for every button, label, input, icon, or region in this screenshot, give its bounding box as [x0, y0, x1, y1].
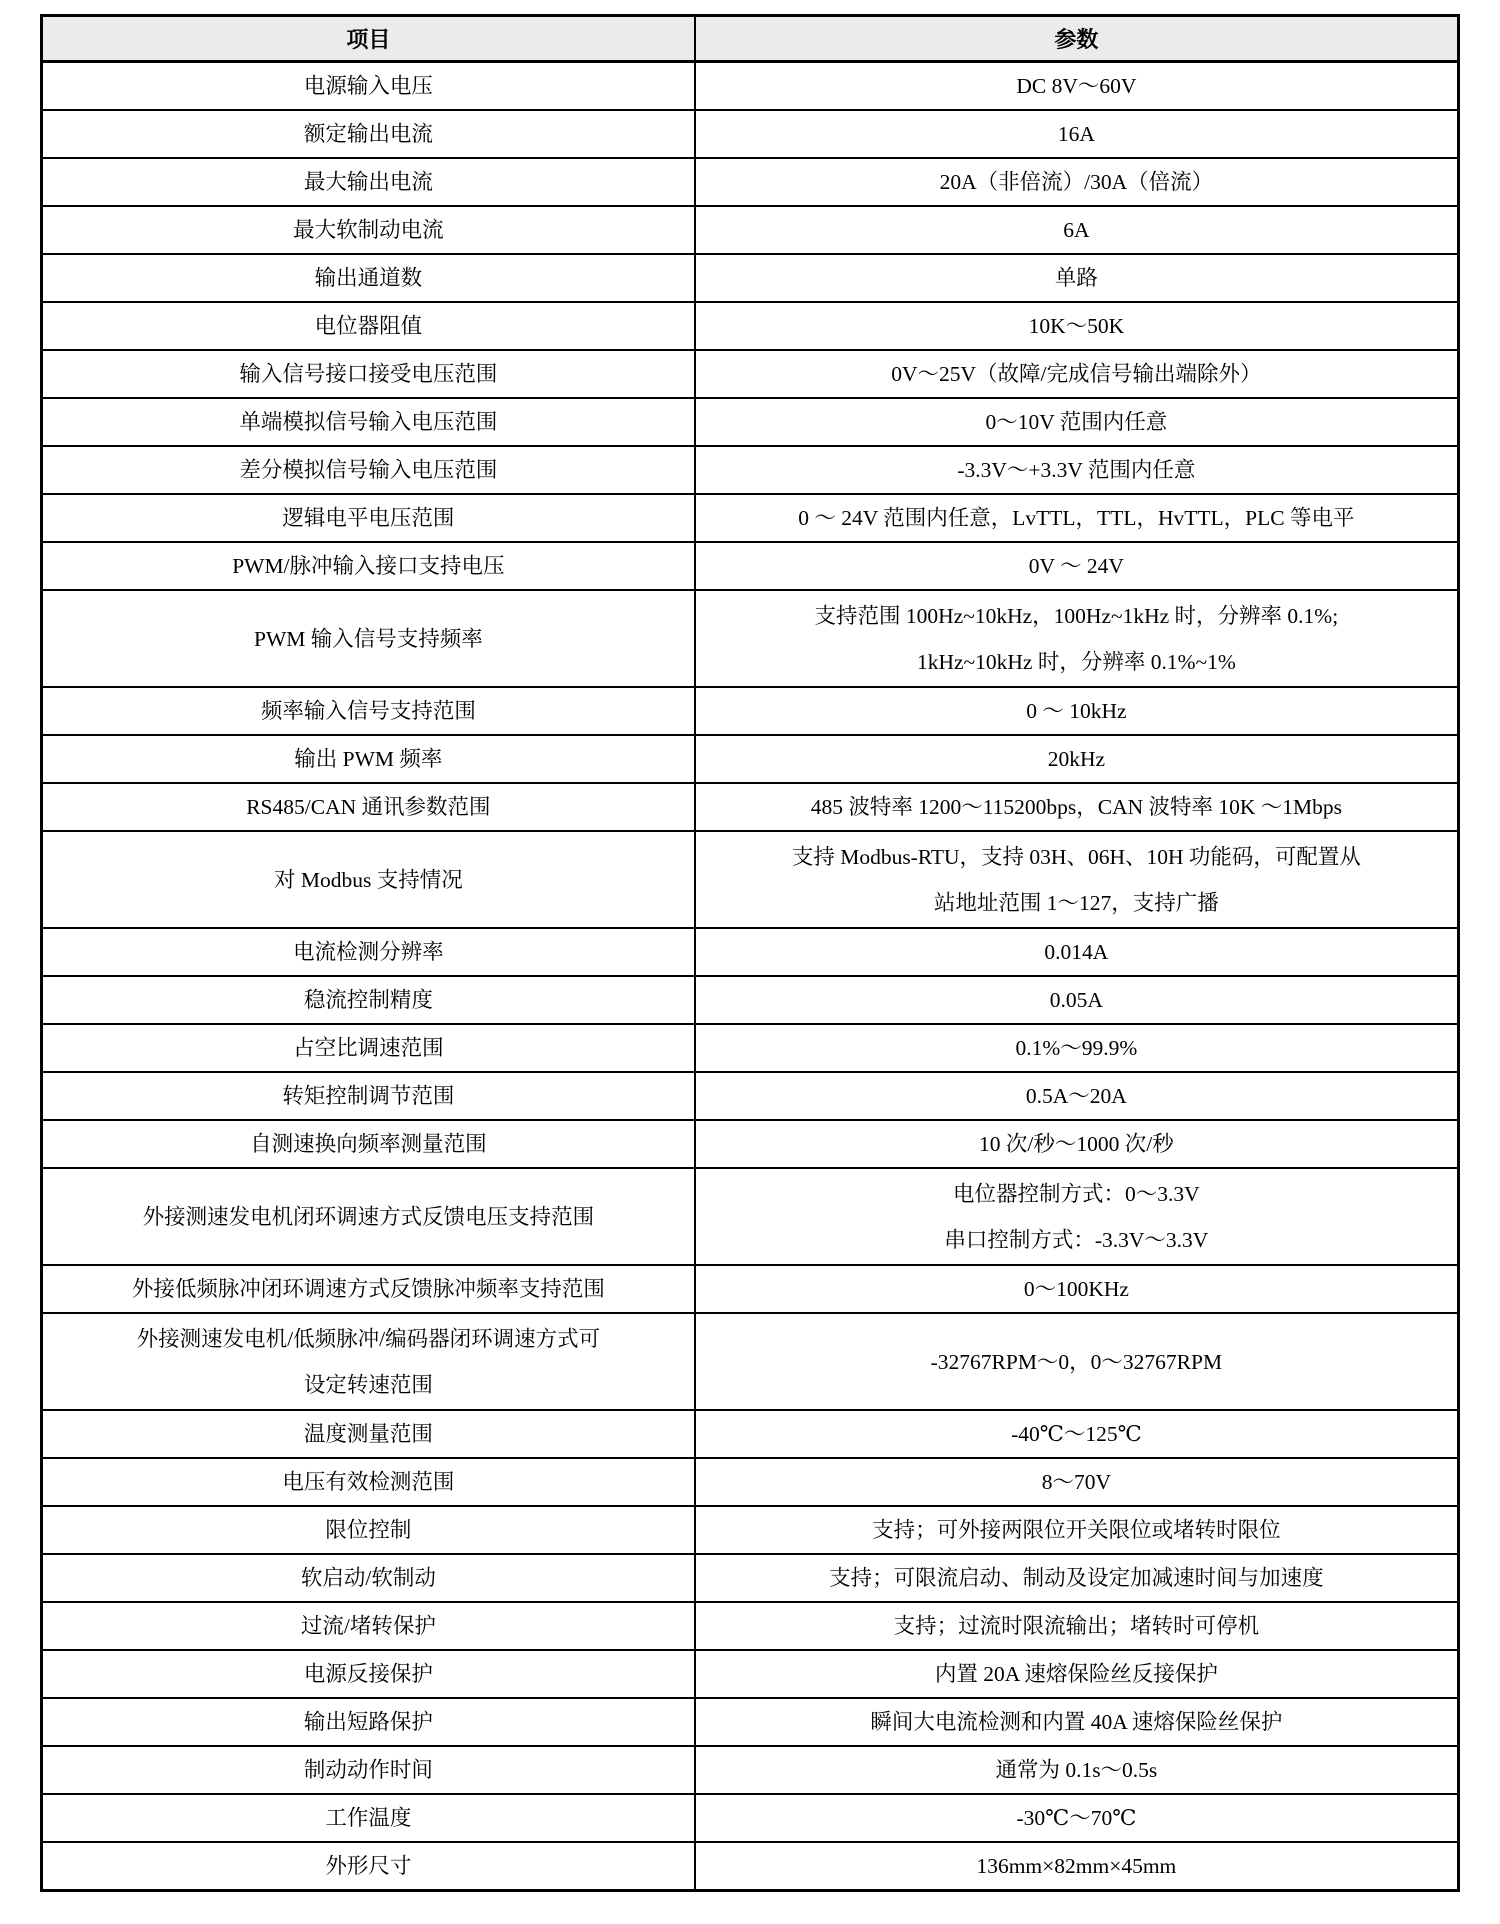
param-line: 0～100KHz [1023, 1277, 1129, 1301]
param-cell [695, 976, 1459, 1024]
param-line: 485 波特率 1200～115200bps，CAN 波特率 10K ～1Mbps [810, 795, 1343, 819]
item-line: 电源输入电压 [303, 74, 433, 98]
table-row [42, 1602, 1459, 1650]
table-row [42, 206, 1459, 254]
item-line: 软启动/软制动 [300, 1566, 436, 1590]
item-line: 输入信号接口接受电压范围 [239, 362, 498, 386]
item-line: 设定转速范围 [303, 1372, 433, 1397]
param-cell [695, 158, 1459, 206]
item-line: 外接低频脉冲闭环调速方式反馈脉冲频率支持范围 [131, 1277, 605, 1301]
param-cell [695, 735, 1459, 783]
table-row [42, 1313, 1459, 1410]
item-line: 转矩控制调节范围 [282, 1084, 455, 1108]
param-line: -3.3V～+3.3V 范围内任意 [957, 458, 1196, 482]
param-cell [695, 302, 1459, 350]
item-line: 自测速换向频率测量范围 [250, 1132, 487, 1156]
item-cell [42, 1746, 695, 1794]
item-cell [42, 590, 695, 687]
table-row [42, 158, 1459, 206]
param-cell [695, 1120, 1459, 1168]
table-row [42, 1794, 1459, 1842]
param-cell [695, 254, 1459, 302]
table-row [42, 542, 1459, 590]
param-line: 20kHz [1047, 747, 1106, 771]
table-row [42, 976, 1459, 1024]
item-cell [42, 1024, 695, 1072]
param-line: 1kHz~10kHz 时，分辨率 0.1%~1% [916, 649, 1236, 674]
param-cell [695, 1698, 1459, 1746]
item-line: 稳流控制精度 [303, 988, 433, 1012]
table-row [42, 1072, 1459, 1120]
item-cell [42, 831, 695, 928]
table-row [42, 1842, 1459, 1891]
param-cell [695, 1410, 1459, 1458]
table-row [42, 1746, 1459, 1794]
table-row [42, 110, 1459, 158]
table-row [42, 1120, 1459, 1168]
item-cell [42, 62, 695, 111]
param-cell [695, 1842, 1459, 1891]
param-line: 内置 20A 速熔保险丝反接保护 [934, 1662, 1218, 1686]
param-cell [695, 590, 1459, 687]
item-cell [42, 1506, 695, 1554]
param-cell [695, 62, 1459, 111]
item-line: 温度测量范围 [303, 1422, 433, 1446]
param-cell [695, 1265, 1459, 1313]
param-line: 单路 [1054, 266, 1098, 290]
param-line: 0.1%～99.9% [1015, 1036, 1138, 1060]
table-row [42, 1265, 1459, 1313]
param-cell [695, 783, 1459, 831]
param-line: 0～10V 范围内任意 [985, 410, 1168, 434]
item-line: 过流/堵转保护 [300, 1614, 436, 1638]
item-line: 差分模拟信号输入电压范围 [239, 458, 498, 482]
param-line: 8～70V [1041, 1470, 1111, 1494]
item-line: 电压有效检测范围 [282, 1470, 455, 1494]
item-line: 输出 PWM 频率 [294, 747, 443, 771]
table-row [42, 254, 1459, 302]
item-cell [42, 1698, 695, 1746]
param-line: 0.014A [1044, 940, 1109, 964]
param-cell [695, 831, 1459, 928]
item-cell [42, 976, 695, 1024]
param-cell [695, 206, 1459, 254]
table-row [42, 831, 1459, 928]
param-line: 瞬间大电流检测和内置 40A 速熔保险丝保护 [870, 1710, 1283, 1734]
param-line: 站地址范围 1～127，支持广播 [933, 890, 1219, 915]
item-line: 最大输出电流 [303, 170, 433, 194]
item-cell [42, 254, 695, 302]
item-line: RS485/CAN 通讯参数范围 [246, 795, 491, 819]
item-line: 限位控制 [325, 1518, 412, 1542]
param-line: -32767RPM～0，0～32767RPM [930, 1349, 1223, 1374]
header-cell-param: 参数 [695, 16, 1459, 62]
item-line: 单端模拟信号输入电压范围 [239, 410, 498, 434]
table-row [42, 1506, 1459, 1554]
table-row [42, 1458, 1459, 1506]
item-line: 工作温度 [325, 1806, 412, 1830]
table-row [42, 1650, 1459, 1698]
header-row [42, 16, 1459, 62]
item-line: 额定输出电流 [303, 122, 433, 146]
item-cell [42, 302, 695, 350]
param-cell [695, 1168, 1459, 1265]
item-line: 外接测速发电机/低频脉冲/编码器闭环调速方式可 [136, 1326, 601, 1351]
item-line: 输出通道数 [314, 266, 423, 290]
table-row [42, 350, 1459, 398]
table-row [42, 1410, 1459, 1458]
item-cell [42, 735, 695, 783]
spec-table [40, 14, 1460, 1892]
table-row [42, 1698, 1459, 1746]
item-cell [42, 1554, 695, 1602]
param-cell [695, 446, 1459, 494]
param-cell [695, 928, 1459, 976]
table-row [42, 1024, 1459, 1072]
item-cell [42, 494, 695, 542]
item-line: 外接测速发电机闭环调速方式反馈电压支持范围 [142, 1204, 595, 1229]
param-line: 支持范围 100Hz~10kHz，100Hz~1kHz 时，分辨率 0.1%; [814, 603, 1339, 628]
param-line: 0 ～ 10kHz [1026, 699, 1127, 723]
item-cell [42, 1120, 695, 1168]
item-line: 逻辑电平电压范围 [282, 506, 455, 530]
table-row [42, 1554, 1459, 1602]
param-cell [695, 1650, 1459, 1698]
item-line: 占空比调速范围 [293, 1036, 444, 1060]
item-line: PWM 输入信号支持频率 [253, 626, 483, 651]
item-line: 最大软制动电流 [293, 218, 444, 242]
item-cell [42, 1313, 695, 1410]
item-line: 频率输入信号支持范围 [260, 699, 476, 723]
table-row [42, 783, 1459, 831]
param-cell [695, 494, 1459, 542]
item-cell [42, 1458, 695, 1506]
header-cell-item: 项目 [42, 16, 695, 62]
item-line: 对 Modbus 支持情况 [273, 867, 463, 892]
item-cell [42, 110, 695, 158]
param-cell [695, 1602, 1459, 1650]
param-cell [695, 1024, 1459, 1072]
param-cell [695, 1506, 1459, 1554]
param-line: 10 次/秒～1000 次/秒 [979, 1132, 1174, 1156]
param-cell [695, 542, 1459, 590]
param-line: 支持；可外接两限位开关限位或堵转时限位 [872, 1518, 1281, 1542]
param-line: 10K～50K [1028, 314, 1125, 338]
table-row [42, 928, 1459, 976]
item-cell [42, 687, 695, 735]
param-line: 6A [1063, 218, 1090, 242]
param-cell [695, 1313, 1459, 1410]
item-cell [42, 1410, 695, 1458]
item-cell [42, 398, 695, 446]
param-line: 16A [1057, 122, 1095, 146]
item-line: 电流检测分辨率 [293, 940, 444, 964]
table-row [42, 302, 1459, 350]
item-line: 外形尺寸 [325, 1854, 412, 1878]
item-cell [42, 1650, 695, 1698]
item-cell [42, 783, 695, 831]
param-cell [695, 1072, 1459, 1120]
param-cell [695, 110, 1459, 158]
item-cell [42, 350, 695, 398]
param-cell [695, 1794, 1459, 1842]
param-line: 0 ～ 24V 范围内任意，LvTTL，TTL，HvTTL，PLC 等电平 [798, 506, 1355, 530]
param-line: 支持；过流时限流输出；堵转时可停机 [893, 1614, 1260, 1638]
table-row [42, 687, 1459, 735]
item-cell [42, 206, 695, 254]
param-line: 0V ～ 24V [1028, 554, 1124, 578]
param-line: 电位器控制方式：0～3.3V [953, 1181, 1200, 1206]
table-row [42, 1168, 1459, 1265]
param-line: 0.05A [1049, 988, 1103, 1012]
item-line: 输出短路保护 [303, 1710, 433, 1734]
param-line: 20A（非倍流）/30A（倍流） [939, 170, 1214, 194]
table-row [42, 62, 1459, 111]
param-line: 通常为 0.1s～0.5s [995, 1758, 1158, 1782]
table-row [42, 590, 1459, 687]
table-row [42, 735, 1459, 783]
param-line: DC 8V～60V [1016, 74, 1137, 98]
item-line: 电源反接保护 [303, 1662, 433, 1686]
param-cell [695, 398, 1459, 446]
param-line: 136mm×82mm×45mm [976, 1854, 1177, 1878]
item-cell [42, 446, 695, 494]
param-line: -40℃～125℃ [1011, 1422, 1142, 1446]
item-cell [42, 1602, 695, 1650]
table-row [42, 398, 1459, 446]
param-line: -30℃～70℃ [1016, 1806, 1137, 1830]
param-cell [695, 1554, 1459, 1602]
item-cell [42, 1794, 695, 1842]
item-line: PWM/脉冲输入接口支持电压 [232, 554, 505, 578]
param-line: 支持 Modbus-RTU，支持 03H、06H、10H 功能码，可配置从 [791, 844, 1361, 869]
item-cell [42, 928, 695, 976]
param-line: 0V～25V（故障/完成信号输出端除外） [891, 362, 1262, 386]
item-line: 电位器阻值 [314, 314, 423, 338]
param-cell [695, 1746, 1459, 1794]
param-line: 串口控制方式：-3.3V～3.3V [944, 1227, 1209, 1252]
param-cell [695, 1458, 1459, 1506]
table-row [42, 494, 1459, 542]
table-row [42, 446, 1459, 494]
spec-table-body [42, 62, 1459, 1891]
param-cell [695, 350, 1459, 398]
item-cell [42, 1842, 695, 1891]
item-cell [42, 158, 695, 206]
item-cell [42, 1072, 695, 1120]
item-cell [42, 1168, 695, 1265]
param-line: 0.5A～20A [1025, 1084, 1127, 1108]
param-line: 支持；可限流启动、制动及设定加减速时间与加速度 [829, 1566, 1324, 1590]
param-cell [695, 687, 1459, 735]
item-cell [42, 542, 695, 590]
item-line: 制动动作时间 [303, 1758, 433, 1782]
item-cell [42, 1265, 695, 1313]
